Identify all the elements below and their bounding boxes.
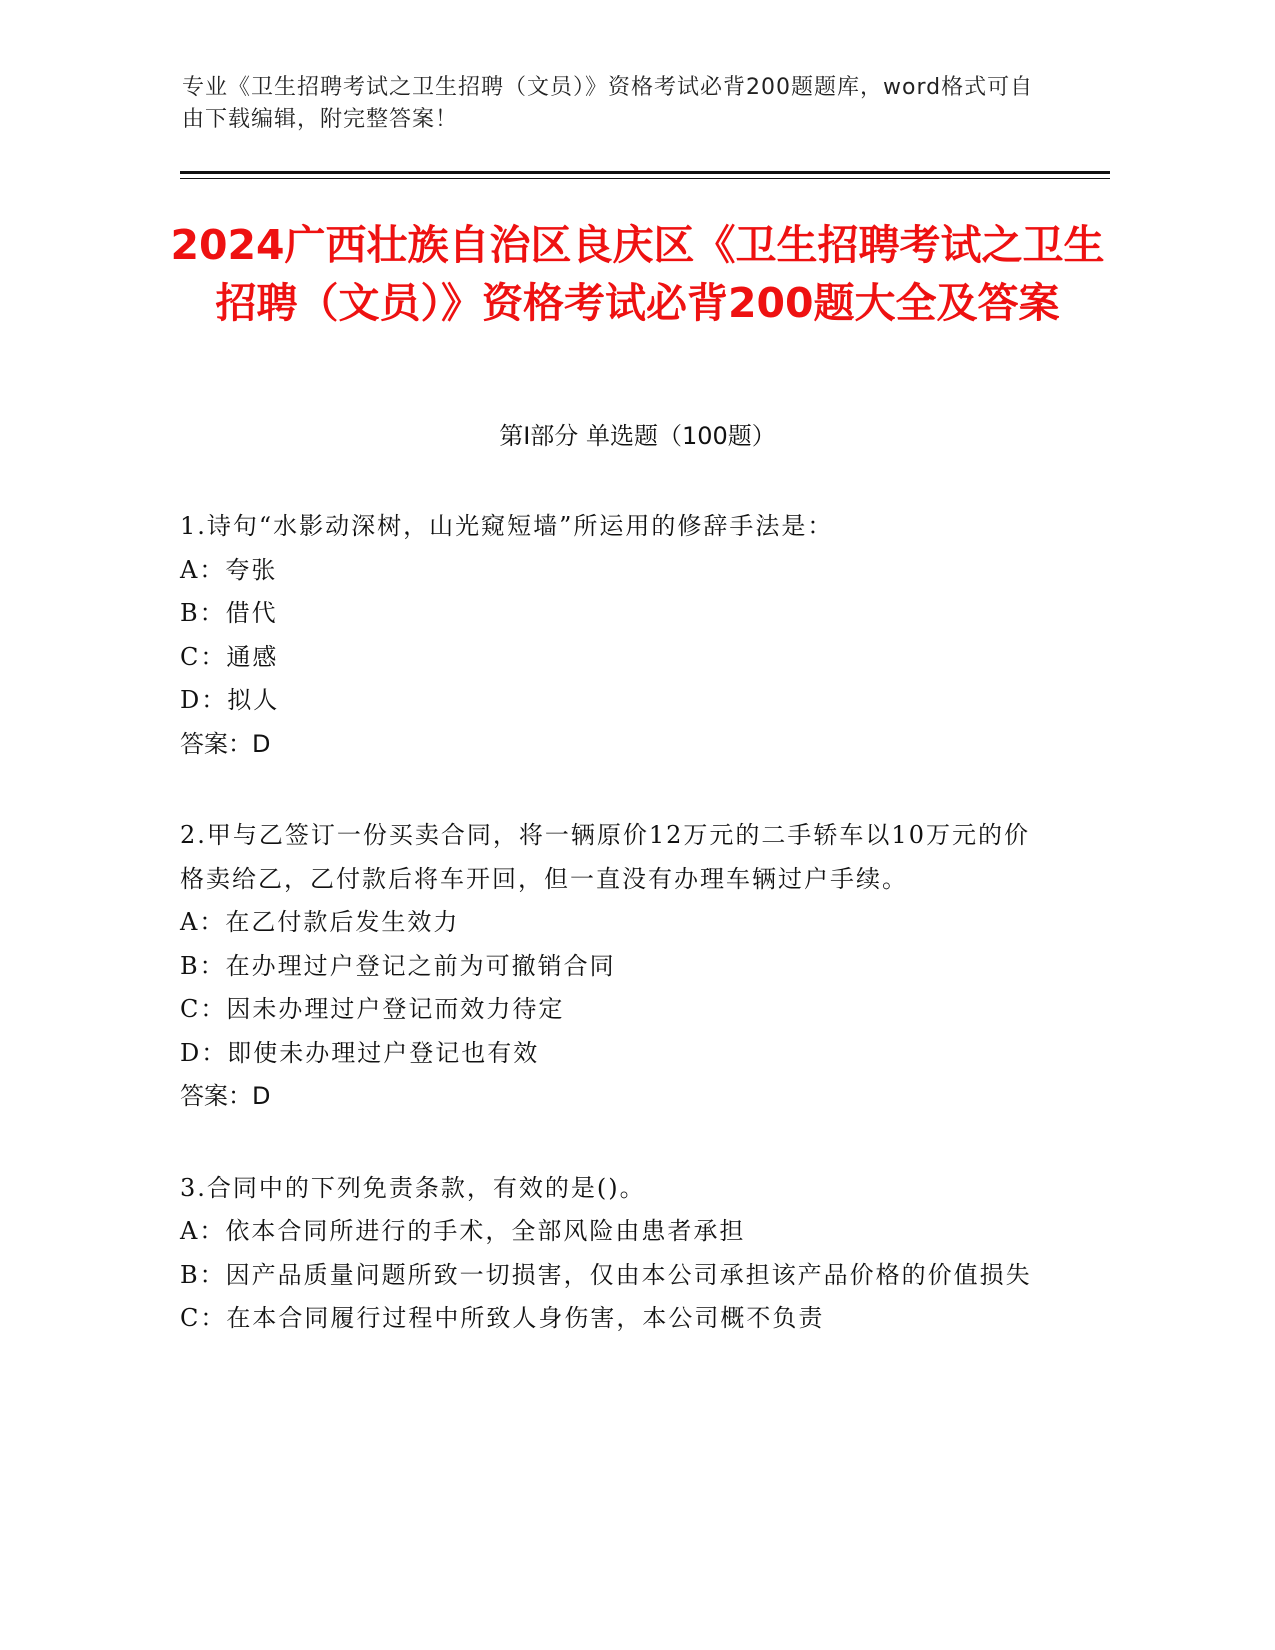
option-c: C：因未办理过户登记而效力待定: [180, 995, 565, 1023]
answer: 答案：D: [180, 1082, 271, 1110]
question-list: [180, 505, 1040, 1389]
option-c: C：通感: [180, 642, 279, 671]
question-text: 3.合同中的下列免责条款，有效的是()。: [180, 1173, 646, 1202]
answer: 答案：D: [180, 729, 271, 758]
question-text: 2.甲与乙签订一份买卖合同，将一辆原价12万元的二手轿车以10万元的价格卖给乙，乙付款后将车开回，但一直没有办理车辆过户手续。: [180, 821, 1030, 893]
option-c: C：在本合同履行过程中所致人身伤害，本公司概不负责: [180, 1304, 825, 1332]
option-d: D：即使未办理过户登记也有效: [180, 1038, 540, 1067]
option-b: B：借代: [180, 599, 278, 627]
option-a: A：夸张: [180, 555, 278, 584]
option-b: B：因产品质量问题所致一切损害，仅由本公司承担该产品价格的价值损失: [180, 1260, 1032, 1289]
question-text: 1.诗句“水影动深树，山光窥短墙”所运用的修辞手法是：: [180, 512, 834, 540]
option-a: A：依本合同所进行的手术，全部风险由患者承担: [180, 1217, 746, 1245]
option-a: A：在乙付款后发生效力: [180, 908, 460, 936]
document-title: 2024广西壮族自治区良庆区《卫生招聘考试之卫生招聘（文员）》资格考试必背200题大全及答案: [170, 221, 1105, 327]
option-b: B：在办理过户登记之前为可撤销合同: [180, 951, 616, 980]
option-d: D：拟人: [180, 686, 280, 714]
section-heading: 第I部分 单选题（100题）: [499, 422, 776, 450]
header-note: 专业《卫生招聘考试之卫生招聘（文员）》资格考试必背200题题库，word格式可自由下载编辑，附完整答案！: [182, 75, 1034, 132]
question-3: [180, 1167, 1040, 1341]
question-1: [180, 505, 1040, 766]
header-rule-thick: [180, 171, 1110, 174]
header-rule-thin: [180, 178, 1110, 179]
question-2: [180, 814, 1040, 1119]
